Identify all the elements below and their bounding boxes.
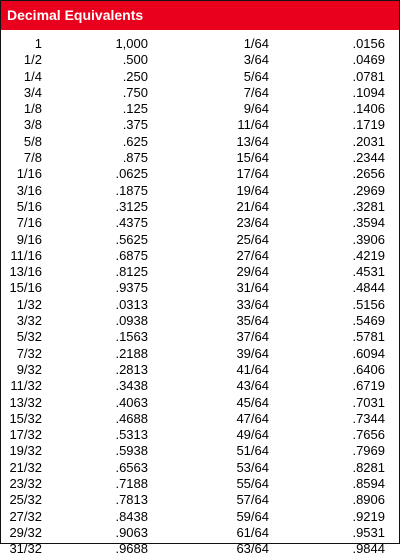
decimal-cell: .875 <box>122 150 148 166</box>
fraction-cell: 3/16 <box>16 182 42 198</box>
decimal-64ths-cell: .8281 <box>352 459 385 475</box>
decimal-cell: .7188 <box>115 476 148 492</box>
table-row <box>1 492 399 508</box>
table-row <box>1 215 399 231</box>
decimal-64ths-cell: .2031 <box>352 133 385 149</box>
table-row <box>1 85 399 101</box>
fraction-64ths-cell: 5/64 <box>243 68 269 84</box>
fraction-64ths-cell: 59/64 <box>236 508 269 524</box>
fraction-64ths-cell: 1/64 <box>243 36 269 51</box>
decimal-64ths-cell: .1094 <box>352 84 385 100</box>
decimal-cell: .8438 <box>115 508 148 524</box>
decimal-cell: .1563 <box>115 329 148 345</box>
decimal-cell: .6563 <box>115 459 148 475</box>
decimal-64ths-cell: .4219 <box>352 247 385 263</box>
decimal-64ths-cell: .2656 <box>352 166 385 182</box>
fraction-cell: 5/8 <box>23 133 42 149</box>
fraction-64ths-cell: 25/64 <box>236 231 269 247</box>
decimal-cell: .5313 <box>115 427 148 443</box>
table-row <box>1 264 399 280</box>
fraction-cell: 11/32 <box>10 378 42 394</box>
table-row <box>1 476 399 492</box>
decimal-64ths-cell: .9531 <box>352 524 385 540</box>
decimal-64ths-cell: .4844 <box>352 280 385 296</box>
fraction-64ths-cell: 57/64 <box>236 492 269 508</box>
decimal-cell: .750 <box>122 84 148 100</box>
decimal-64ths-cell: .8906 <box>352 492 385 508</box>
fraction-64ths-cell: 27/64 <box>236 247 269 263</box>
fraction-cell: 17/32 <box>9 427 42 443</box>
decimal-64ths-cell: .5781 <box>352 329 385 345</box>
fraction-cell: 3/32 <box>16 313 42 329</box>
table-row <box>1 117 399 133</box>
fraction-cell: 11/16 <box>10 247 42 263</box>
fraction-64ths-cell: 19/64 <box>236 182 269 198</box>
table-row <box>1 329 399 345</box>
table-row <box>1 525 399 541</box>
fraction-64ths-cell: 55/64 <box>236 476 269 492</box>
decimal-64ths-cell: .0156 <box>352 36 385 51</box>
table-row <box>1 199 399 215</box>
table-row <box>1 411 399 427</box>
decimal-64ths-cell: .2969 <box>352 182 385 198</box>
decimal-64ths-cell: .9844 <box>352 541 385 557</box>
fraction-64ths-cell: 31/64 <box>236 280 269 296</box>
decimal-64ths-cell: .6406 <box>352 361 385 377</box>
table-row <box>1 395 399 411</box>
decimal-cell: .3125 <box>115 198 148 214</box>
decimal-64ths-cell: .5469 <box>352 313 385 329</box>
fraction-64ths-cell: 39/64 <box>236 345 269 361</box>
fraction-64ths-cell: 23/64 <box>236 215 269 231</box>
decimal-cell: 1,000 <box>115 36 148 51</box>
decimal-64ths-cell: .4531 <box>352 264 385 280</box>
fraction-64ths-cell: 13/64 <box>236 133 269 149</box>
table-row <box>1 313 399 329</box>
panel-title: Decimal Equivalents <box>1 1 399 30</box>
decimal-cell: .5938 <box>115 443 148 459</box>
table-row <box>1 36 399 52</box>
fraction-64ths-cell: 41/64 <box>236 361 269 377</box>
table-row <box>1 427 399 443</box>
fraction-64ths-cell: 47/64 <box>236 410 269 426</box>
decimal-cell: .0938 <box>115 313 148 329</box>
decimal-cell: .6875 <box>115 247 148 263</box>
fraction-64ths-cell: 61/64 <box>236 524 269 540</box>
fraction-64ths-cell: 51/64 <box>236 443 269 459</box>
fraction-cell: 13/16 <box>9 264 42 280</box>
decimal-64ths-cell: .7344 <box>352 410 385 426</box>
decimal-64ths-cell: .9219 <box>352 508 385 524</box>
table-row <box>1 101 399 117</box>
fraction-cell: 7/16 <box>16 215 42 231</box>
decimal-cell: .125 <box>122 101 148 117</box>
table-row <box>1 460 399 476</box>
fraction-64ths-cell: 7/64 <box>243 84 269 100</box>
decimal-64ths-cell: .1406 <box>352 101 385 117</box>
decimal-64ths-cell: .7031 <box>352 394 385 410</box>
decimal-cell: .1875 <box>115 182 148 198</box>
decimal-cell: .2188 <box>115 345 148 361</box>
decimal-64ths-cell: .3906 <box>352 231 385 247</box>
table-row <box>1 150 399 166</box>
fraction-cell: 27/32 <box>9 508 42 524</box>
fraction-cell: 5/32 <box>16 329 42 345</box>
fraction-64ths-cell: 17/64 <box>236 166 269 182</box>
decimal-64ths-cell: .7656 <box>352 427 385 443</box>
table-row <box>1 69 399 85</box>
decimal-64ths-cell: .3281 <box>352 198 385 214</box>
decimal-cell: .4375 <box>115 215 148 231</box>
fraction-cell: 1/8 <box>23 101 42 117</box>
decimal-cell: .4688 <box>115 410 148 426</box>
fraction-cell: 9/16 <box>16 231 42 247</box>
decimal-64ths-cell: .6719 <box>352 378 385 394</box>
fraction-cell: 1/16 <box>16 166 42 182</box>
decimal-cell: .9688 <box>115 541 148 557</box>
table-row <box>1 134 399 150</box>
decimal-cell: .0313 <box>115 296 148 312</box>
fraction-64ths-cell: 49/64 <box>236 427 269 443</box>
fraction-64ths-cell: 9/64 <box>243 101 269 117</box>
fraction-64ths-cell: 35/64 <box>236 313 269 329</box>
table-row <box>1 297 399 313</box>
decimal-cell: .5625 <box>115 231 148 247</box>
decimal-cell: .2813 <box>115 361 148 377</box>
decimal-64ths-cell: .0781 <box>352 68 385 84</box>
fraction-64ths-cell: 43/64 <box>236 378 269 394</box>
fraction-cell: 3/8 <box>23 117 42 133</box>
decimal-cell: .4063 <box>115 394 148 410</box>
fraction-cell: 15/16 <box>9 280 42 296</box>
fraction-cell: 25/32 <box>9 492 42 508</box>
fraction-cell: 1/2 <box>23 52 42 68</box>
fraction-cell: 1/32 <box>16 296 42 312</box>
fraction-cell: 3/4 <box>23 84 42 100</box>
decimal-cell: .0625 <box>115 166 148 182</box>
decimal-64ths-cell: .0469 <box>352 52 385 68</box>
decimal-64ths-cell: .2344 <box>352 150 385 166</box>
fraction-64ths-cell: 33/64 <box>236 296 269 312</box>
decimal-64ths-cell: .5156 <box>352 296 385 312</box>
table-row <box>1 280 399 296</box>
fraction-cell: 19/32 <box>9 443 42 459</box>
decimal-64ths-cell: .7969 <box>352 443 385 459</box>
fraction-64ths-cell: 45/64 <box>236 394 269 410</box>
fraction-cell: 9/32 <box>16 361 42 377</box>
decimal-cell: .375 <box>122 117 148 133</box>
fraction-cell: 15/32 <box>9 410 42 426</box>
decimal-cell: .625 <box>122 133 148 149</box>
fraction-64ths-cell: 63/64 <box>236 541 269 557</box>
fraction-64ths-cell: 15/64 <box>236 150 269 166</box>
table-row <box>1 183 399 199</box>
fraction-cell: 1/4 <box>23 68 42 84</box>
equivalents-table <box>1 30 399 558</box>
decimal-64ths-cell: .6094 <box>352 345 385 361</box>
decimal-cell: .8125 <box>115 264 148 280</box>
fraction-cell: 7/8 <box>23 150 42 166</box>
fraction-cell: 5/16 <box>16 198 42 214</box>
decimal-64ths-cell: .8594 <box>352 476 385 492</box>
table-row <box>1 362 399 378</box>
fraction-64ths-cell: 37/64 <box>236 329 269 345</box>
table-row <box>1 166 399 182</box>
table-row <box>1 248 399 264</box>
table-row <box>1 232 399 248</box>
fraction-64ths-cell: 21/64 <box>236 198 269 214</box>
table-row <box>1 378 399 394</box>
table-row <box>1 346 399 362</box>
table-row <box>1 443 399 459</box>
fraction-64ths-cell: 53/64 <box>236 459 269 475</box>
decimal-64ths-cell: .3594 <box>352 215 385 231</box>
fraction-cell: 1 <box>34 36 42 51</box>
table-row <box>1 509 399 525</box>
decimal-cell: .3438 <box>115 378 148 394</box>
fraction-64ths-cell: 11/64 <box>237 117 269 133</box>
fraction-cell: 21/32 <box>9 459 42 475</box>
fraction-cell: 31/32 <box>9 541 42 557</box>
fraction-64ths-cell: 29/64 <box>236 264 269 280</box>
decimal-cell: .7813 <box>115 492 148 508</box>
fraction-64ths-cell: 3/64 <box>243 52 269 68</box>
decimal-cell: .500 <box>122 52 148 68</box>
table-row <box>1 52 399 68</box>
decimal-cell: .250 <box>122 68 148 84</box>
decimal-cell: .9063 <box>115 524 148 540</box>
fraction-cell: 29/32 <box>9 524 42 540</box>
fraction-cell: 7/32 <box>16 345 42 361</box>
decimal-64ths-cell: .1719 <box>352 117 385 133</box>
decimal-cell: .9375 <box>115 280 148 296</box>
fraction-cell: 13/32 <box>9 394 42 410</box>
fraction-cell: 23/32 <box>9 476 42 492</box>
